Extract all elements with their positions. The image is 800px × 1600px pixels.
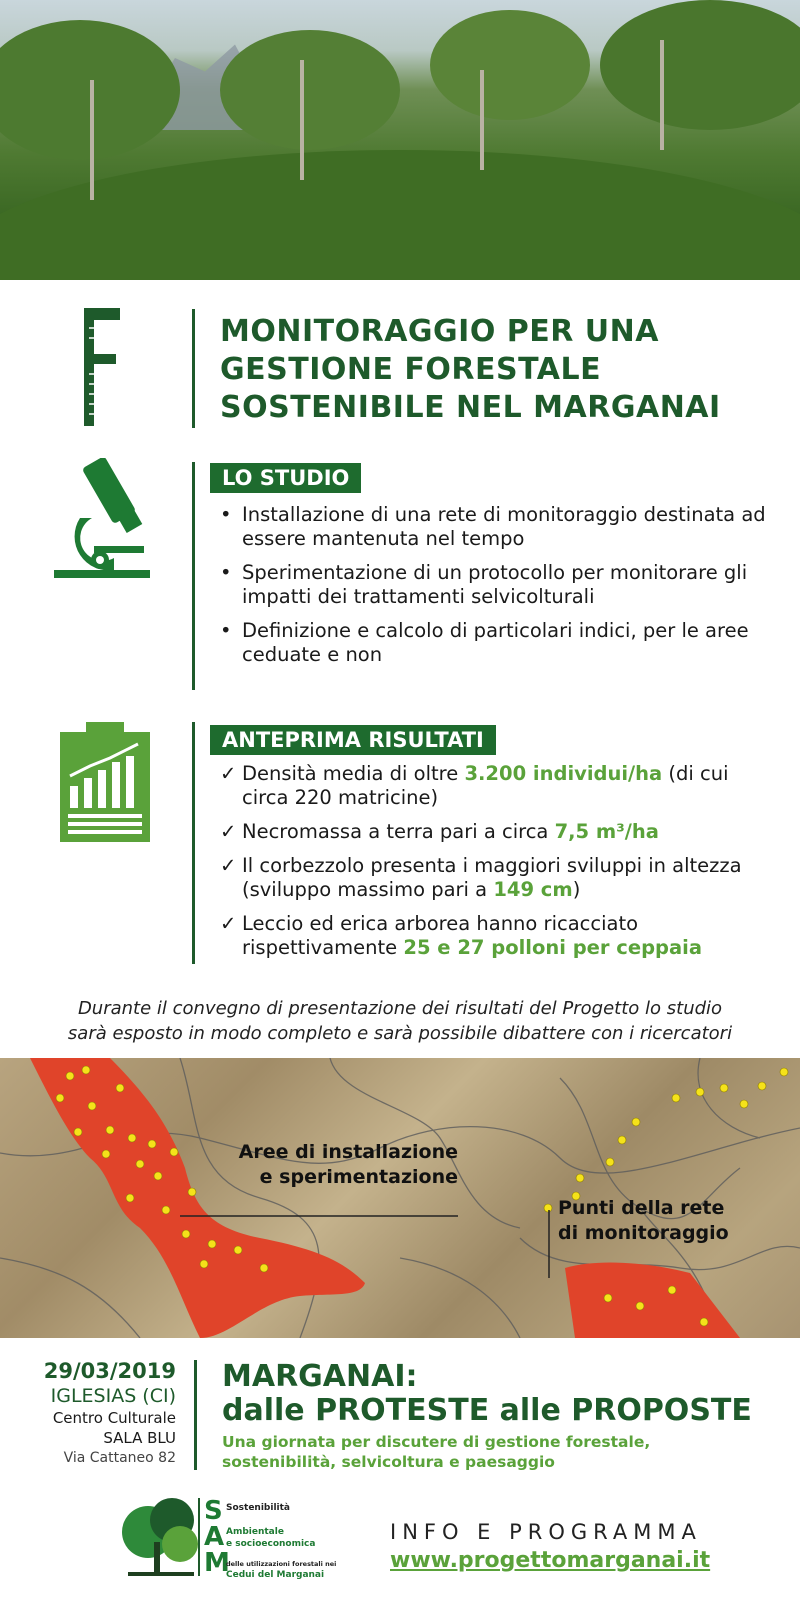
divider: [192, 462, 195, 690]
event-title: dalle PROTESTE alle PROPOSTE: [222, 1393, 752, 1428]
event-room: SALA BLU: [103, 1429, 176, 1447]
tree: [220, 30, 400, 150]
list-item: ✓ Densità media di oltre 3.200 individui/ha (di cui circa 220 matricine): [220, 762, 729, 809]
list-item: ✓ Necromassa a terra pari a circa 7,5 m³/ha: [220, 820, 659, 843]
legend-study-areas: Aree di installazione e sperimentazione: [238, 1141, 458, 1188]
hero-forest-photo: [0, 0, 800, 280]
map: [0, 1058, 800, 1338]
divider: [192, 309, 195, 428]
list-item: • Installazione di una rete di monitoraggio destinata ad essere mantenuta nel tempo: [220, 503, 766, 550]
tree: [600, 0, 800, 130]
study-area-east: [565, 1263, 740, 1338]
website-link[interactable]: www.progettomarganai.it: [390, 1548, 711, 1573]
report-chart-icon: [60, 720, 150, 842]
tree: [430, 10, 590, 120]
logo-letters: S A M: [204, 1496, 230, 1578]
microscope-icon: [54, 458, 150, 580]
study-list: [216, 503, 776, 677]
tree-trunk: [480, 70, 484, 170]
event-venue: Centro Culturale: [52, 1409, 176, 1427]
title-line: GESTIONE FORESTALE: [220, 352, 602, 387]
divider: [194, 1360, 197, 1470]
page-title: [220, 313, 780, 427]
title-line: MONITORAGGIO PER UNA: [220, 314, 659, 349]
study-area-west: [30, 1058, 365, 1338]
tree-trunk: [660, 40, 664, 150]
event-address: Via Cattaneo 82: [63, 1450, 176, 1466]
tree-logo-icon: [118, 1498, 200, 1578]
title-line: SOSTENIBILE NEL MARGANAI: [220, 390, 721, 425]
legend-monitoring-points: Punti della rete di monitoraggio: [558, 1197, 729, 1244]
caliper-icon: [80, 308, 124, 426]
divider: [198, 1498, 200, 1576]
presentation-note: Durante il convegno di presentazione dei risultati del Progetto lo studio sarà esposto in modo completo e sarà possibile dibattere con i ricercatori: [67, 998, 733, 1044]
results-list: [216, 762, 776, 970]
list-item: ✓ Il corbezzolo presenta i maggiori sviluppi in altezza (sviluppo massimo pari a 149 cm): [220, 854, 742, 901]
divider: [192, 722, 195, 964]
event-city: IGLESIAS (CI): [50, 1385, 176, 1407]
event-date: 29/03/2019: [43, 1359, 176, 1383]
list-item: • Definizione e calcolo di particolari indici, per le aree ceduate e non: [220, 619, 749, 666]
event-info: [20, 1358, 176, 1468]
shrub-layer: [0, 150, 800, 280]
logo-text: Sostenibilità Ambientale e socioeconomica delle utilizzazioni forestali nei Cedui del Marganai: [226, 1503, 337, 1580]
list-item: ✓ Leccio ed erica arborea hanno ricacciato rispettivamente 25 e 27 polloni per ceppaia: [220, 912, 703, 959]
info-label: INFO E PROGRAMMA: [390, 1520, 702, 1544]
tree-trunk: [90, 80, 94, 200]
tree-trunk: [300, 60, 304, 180]
list-item: • Sperimentazione di un protocollo per monitorare gli impatti dei trattamenti selvicolturali: [220, 561, 748, 608]
event-subtitle: Una giornata per discutere di gestione forestale, sostenibilità, selvicoltura e paesaggio: [222, 1433, 651, 1471]
section-tag-study: LO STUDIO: [210, 463, 361, 493]
section-tag-results: ANTEPRIMA RISULTATI: [210, 725, 496, 755]
event-title: MARGANAI:: [222, 1359, 418, 1394]
